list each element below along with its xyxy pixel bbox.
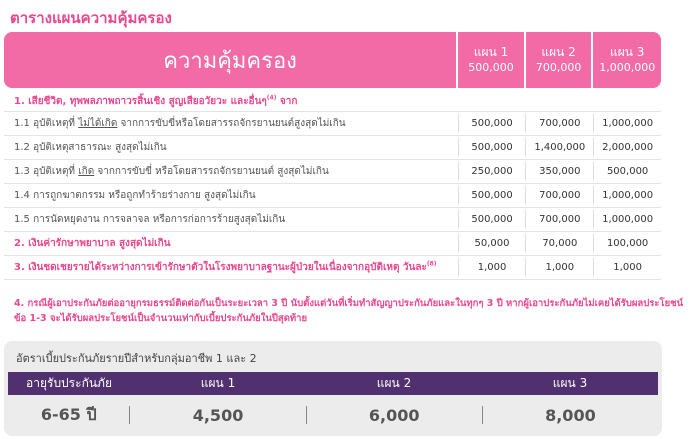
row-label: 2. เงินค่ารักษาพยาบาล สูงสุดไม่เกิน: [14, 238, 171, 249]
plan-3-value: 2,000,000: [593, 138, 661, 157]
plan-1-name: แผน 1: [473, 45, 509, 59]
plan-1-premium: 4,500: [192, 405, 244, 425]
row-label: [4, 188, 458, 203]
row-label-text: 1.4 การถูกฆาตกรรม หรือถูกทำร้ายร่างกาย สูงสุดไม่เกิน: [14, 190, 256, 201]
plan-2-value: 1,000: [525, 258, 593, 277]
plan-3-value: 1,000,000: [593, 114, 661, 133]
plan-1-value: 500,000: [458, 138, 526, 157]
age-header: อายุรับประกันภัย: [26, 376, 112, 390]
row-label-text: 1.1 อุบัติเหตุที่: [14, 118, 79, 129]
row-label-text: 1.3 อุบัติเหตุที่: [14, 166, 79, 177]
plan-2-value: 1,400,000: [525, 138, 593, 157]
section-1-heading-row: [4, 92, 661, 112]
plan-2-header: [526, 32, 592, 88]
plan-2-value: 350,000: [525, 162, 593, 181]
section-1-heading-text: 1. เสียชีวิต, ทุพพลภาพถาวรสิ้นเชิง สูญเสียอวัยวะ และอื่นๆ: [14, 96, 267, 107]
plan-2-value: 700,000: [525, 186, 593, 205]
plan-3-header: แผน 3: [552, 376, 588, 390]
premium-value-row: [8, 401, 658, 429]
plan-1-value: 500,000: [458, 210, 526, 229]
row-label: [4, 140, 458, 155]
plan-3-amount: 1,000,000: [599, 61, 656, 74]
row-label-underlined: ไม่ได้เกิด: [78, 118, 118, 129]
row-footnote: (8): [426, 260, 437, 268]
plan-3-header: [593, 32, 661, 88]
plan-2-value: 700,000: [525, 210, 593, 229]
plan-3-value: 100,000: [593, 234, 661, 253]
row-label: [4, 260, 458, 275]
plan-3-premium: 8,000: [545, 405, 596, 425]
plan-1-value: 250,000: [458, 162, 526, 181]
premium-panel: [4, 341, 662, 436]
row-label-text: จากการขับขี่หรือโดยสารรถจักรยานยนต์สูงสุดไม่เกิน: [117, 118, 346, 129]
coverage-header: [4, 32, 661, 88]
plan-1-value: 500,000: [458, 114, 526, 133]
row-label-underlined: เกิด: [78, 166, 95, 177]
plan-1-value: 1,000: [458, 258, 526, 277]
page-title: ตารางแผนความคุ้มครอง: [10, 9, 172, 27]
plan-2-name: แผน 2: [541, 45, 576, 59]
row-label-text: จากการขับขี่ หรือโดยสารรถจักรยานยนต์ สูงสุดไม่เกิน: [94, 166, 329, 177]
table-row: [4, 136, 661, 160]
row-label-text: 3. เงินชดเชยรายได้ระหว่างการเข้ารักษาตัวในโรงพยาบาลฐานะผู้ป่วยในเนื่องจากอุบัติเหตุ วันละ: [14, 262, 427, 273]
plan-1-amount: 500,000: [468, 61, 514, 74]
table-row: [4, 184, 661, 208]
plan-1-value: 50,000: [458, 234, 526, 253]
age-range: 6-65 ปี: [40, 404, 97, 424]
coverage-table: [4, 92, 661, 280]
plan-2-premium: 6,000: [368, 405, 420, 425]
premium-header-row: [8, 372, 658, 395]
row-label: [4, 116, 458, 131]
plan-3-value: 500,000: [593, 162, 661, 181]
plan-2-value: 700,000: [525, 114, 593, 133]
renewal-note: 4. กรณีผู้เอาประกันภัยต่ออายุกรมธรรม์ติดต่อกันเป็นระยะเวลา 3 ปี นับตั้งแต่วันที่เริ่มทำสัญญาประกันภัยและในทุกๆ 3 ปี หากผู้เอาประกันภัยไม่เคยได้รับผลประโยชน์ข้อ 1-3 จะได้รับผลประโยชน์เป็นจำนวนเท่ากับเบี้ยประกันภัยในปีสุดท้าย: [14, 298, 684, 324]
table-row: [4, 208, 661, 232]
row-label: [4, 164, 458, 179]
plan-1-header: แผน 1: [200, 376, 236, 390]
table-row: [4, 160, 661, 184]
section-1-heading: [4, 94, 661, 109]
plan-3-value: 1,000,000: [593, 210, 661, 229]
section-1-heading-tail: จาก: [276, 96, 298, 107]
plan-1-value: 500,000: [458, 186, 526, 205]
plan-2-amount: 700,000: [535, 61, 582, 74]
plan-2-value: 70,000: [525, 234, 593, 253]
plan-1-header: [458, 32, 524, 88]
plan-3-value: 1,000: [593, 258, 661, 277]
row-label-text: 1.2 อุบัติเหตุสาธารณะ สูงสุดไม่เกิน: [14, 142, 167, 153]
coverage-title: ความคุ้มครอง: [4, 32, 456, 88]
plan-2-header: แผน 2: [376, 376, 412, 390]
section-1-footnote: (4): [266, 94, 277, 102]
plan-3-name: แผน 3: [609, 45, 645, 59]
table-row: [4, 112, 661, 136]
plan-3-value: 1,000,000: [593, 186, 661, 205]
table-row: [4, 256, 661, 280]
premium-title: อัตราเบี้ยประกันภัยรายปีสำหรับกลุ่มอาชีพ 1 และ 2: [16, 352, 257, 365]
table-row: [4, 232, 661, 256]
row-label: [4, 212, 458, 227]
row-label-text: 1.5 การนัดหยุดงาน การจลาจล หรือการก่อการร้ายสูงสุดไม่เกิน: [14, 214, 286, 225]
